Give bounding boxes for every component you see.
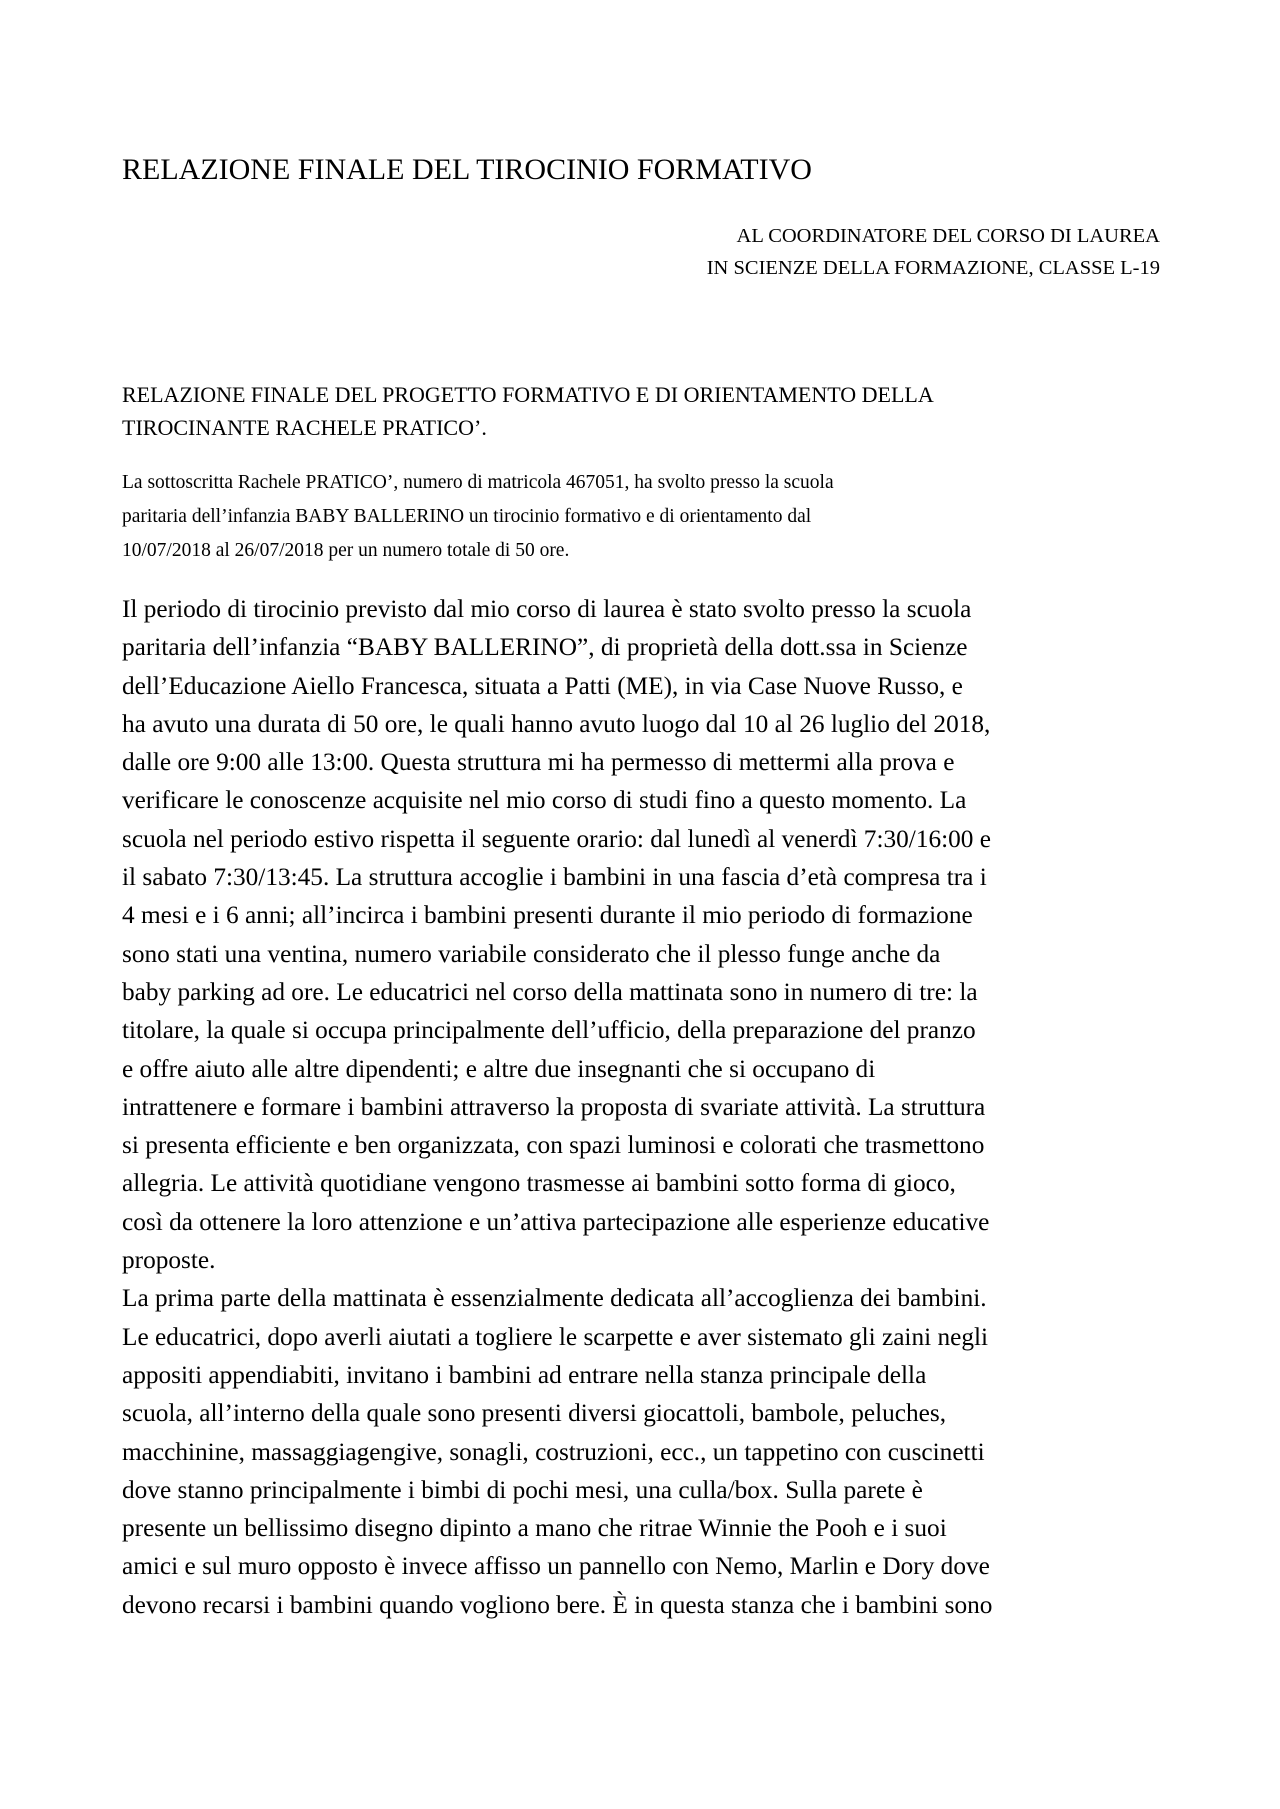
body-line: appositi appendiabiti, invitano i bambini ad entrare nella stanza principale della [122,1360,927,1389]
declaration-line: paritaria dell’infanzia BABY BALLERINO un tirocinio formativo e di orientamento dal [122,506,812,527]
subject-heading [122,378,1172,444]
body-line: dell’Educazione Aiello Francesca, situata a Patti (ME), in via Case Nuove Russo, e [122,671,963,700]
body-line: allegria. Le attività quotidiane vengono trasmesse ai bambini sotto forma di gioco, [122,1169,956,1198]
body-line: il sabato 7:30/13:45. La struttura accoglie i bambini in una fascia d’età compresa tra i [122,863,987,892]
body-line: intrattenere e formare i bambini attraverso la proposta di svariate attività. La struttura [122,1092,986,1121]
body-line: sono stati una ventina, numero variabile considerato che il plesso funge anche da [122,939,941,968]
body-line: scuola, all’interno della quale sono presenti diversi giocattoli, bambole, peluches, [122,1399,947,1428]
body-text [122,590,1172,1624]
body-line: titolare, la quale si occupa principalmente dell’ufficio, della preparazione del pranzo [122,1016,976,1045]
subject-line: TIROCINANTE RACHELE PRATICO’. [122,415,487,440]
body-line: baby parking ad ore. Le educatrici nel corso della mattinata sono in numero di tre: la [122,977,978,1006]
body-line: ha avuto una durata di 50 ore, le quali hanno avuto luogo dal 10 al 26 luglio del 2018, [122,709,991,738]
body-line: Le educatrici, dopo averli aiutati a togliere le scarpette e aver sistemato gli zaini negli [122,1322,989,1351]
body-line: proposte. [122,1246,216,1275]
body-line: così da ottenere la loro attenzione e un’attiva partecipazione alle esperienze educative [122,1207,990,1236]
declaration-paragraph [122,466,1172,568]
addressee-line: IN SCIENZE DELLA FORMAZIONE, CLASSE L-19 [706,257,1160,279]
addressee-line: AL COORDINATORE DEL CORSO DI LAUREA [736,225,1160,247]
body-line: devono recarsi i bambini quando vogliono bere. È in questa stanza che i bambini sono [122,1590,993,1619]
body-line: La prima parte della mattinata è essenzialmente dedicata all’accoglienza dei bambini. [122,1284,987,1313]
body-line: 4 mesi e i 6 anni; all’incirca i bambini presenti durante il mio periodo di formazione [122,901,973,930]
body-line: amici e sul muro opposto è invece affisso un pannello con Nemo, Marlin e Dory dove [122,1552,990,1581]
document-title: RELAZIONE FINALE DEL TIROCINIO FORMATIVO [122,153,812,186]
body-line: presente un bellissimo disegno dipinto a mano che ritrae Winnie the Pooh e i suoi [122,1514,947,1543]
body-line: macchinine, massaggiagengive, sonagli, costruzioni, ecc., un tappetino con cuscinetti [122,1437,985,1466]
body-line: paritaria dell’infanzia “BABY BALLERINO”, di proprietà della dott.ssa in Scienze [122,633,968,662]
body-line: si presenta efficiente e ben organizzata, con spazi luminosi e colorati che trasmettono [122,1131,985,1160]
body-line: verificare le conoscenze acquisite nel mio corso di studi fino a questo momento. La [122,786,967,815]
body-line: Il periodo di tirocinio previsto dal mio corso di laurea è stato svolto presso la scuola [122,595,972,623]
addressee-block [707,220,1160,284]
subject-line: RELAZIONE FINALE DEL PROGETTO FORMATIVO E DI ORIENTAMENTO DELLA [122,382,934,407]
declaration-line: La sottoscritta Rachele PRATICO’, numero di matricola 467051, ha svolto presso la scuola [122,472,834,493]
body-line: dove stanno principalmente i bimbi di pochi mesi, una culla/box. Sulla parete è [122,1475,923,1504]
body-line: scuola nel periodo estivo rispetta il seguente orario: dal lunedì al venerdì 7:30/16:00 e [122,824,991,853]
body-line: e offre aiuto alle altre dipendenti; e altre due insegnanti che si occupano di [122,1054,876,1083]
body-line: dalle ore 9:00 alle 13:00. Questa struttura mi ha permesso di mettermi alla prova e [122,748,955,777]
declaration-line: 10/07/2018 al 26/07/2018 per un numero totale di 50 ore. [122,540,570,561]
